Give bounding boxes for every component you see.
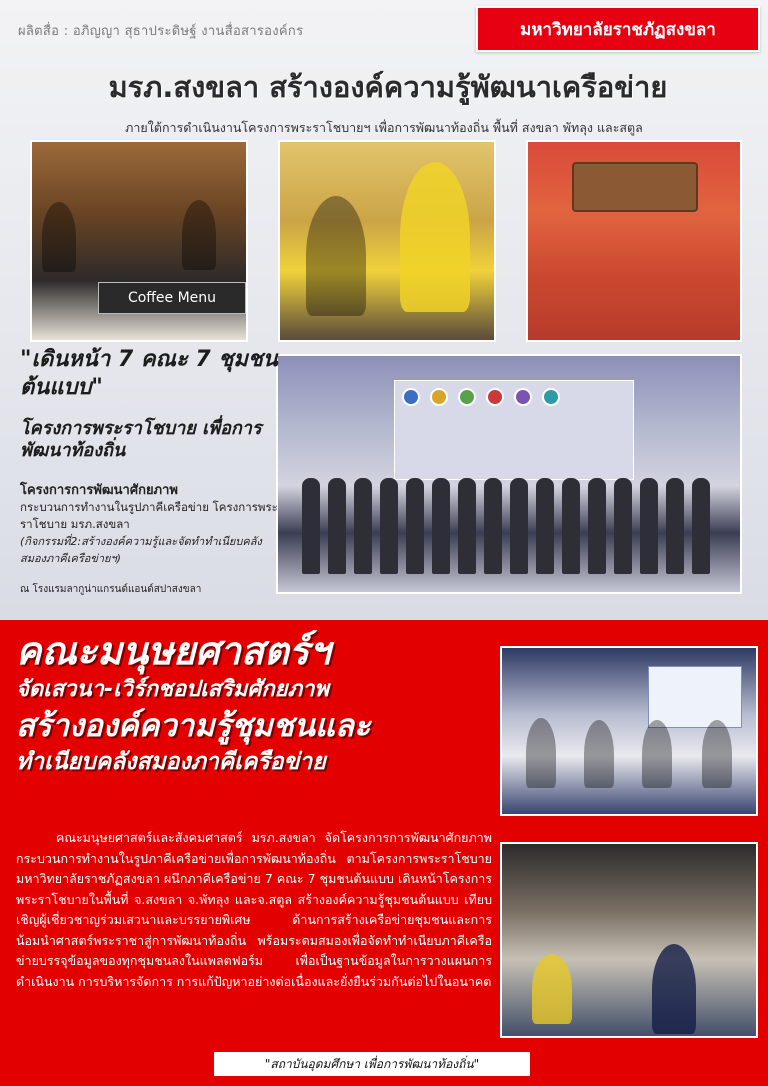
- photo-coffee-booth: [30, 140, 248, 342]
- section-title: "เดินหน้า 7 คณะ 7 ชุมชนต้นแบบ": [20, 347, 278, 400]
- person-figure: [400, 162, 470, 312]
- group-row: [302, 478, 710, 574]
- logo-icon: [486, 388, 504, 406]
- logo-icon: [430, 388, 448, 406]
- person-figure: [354, 478, 372, 574]
- person-figure: [182, 200, 216, 270]
- project-detail: กระบวนการทำงานในรูปภาคีเครือข่าย โครงการพระราโชบาย มรภ.สงขลา: [20, 500, 278, 531]
- page-title: มรภ.สงขลา สร้างองค์ความรู้พัฒนาเครือข่าย: [108, 70, 668, 104]
- feature-headline-line3: สร้างองค์ความรู้ชุมชนและ: [16, 708, 371, 744]
- person-figure: [640, 478, 658, 574]
- person-figure: [406, 478, 424, 574]
- project-info: [20, 482, 278, 567]
- presentation-screen: [648, 666, 742, 728]
- person-figure: [652, 944, 696, 1034]
- person-figure: [614, 478, 632, 574]
- person-figure: [432, 478, 450, 574]
- person-figure: [306, 196, 366, 316]
- person-figure: [536, 478, 554, 574]
- coffee-menu-sign: Coffee Menu: [98, 282, 246, 314]
- person-figure: [562, 478, 580, 574]
- person-figure: [532, 954, 572, 1024]
- person-figure: [328, 478, 346, 574]
- logo-icon: [514, 388, 532, 406]
- feature-body: คณะมนุษยศาสตร์และสังคมศาสตร์ มรภ.สงขลา จัดโครงการการพัฒนาศักยภาพกระบวนการทำงานในรูปภาคีเครือข่ายเพื่อการพัฒนาท้องถิ่น ตามโครงการพระราโชบายมหาวิทยาลัยราชภัฏสงขลา ผนึกภาคีเครือข่าย 7 คณะ 7 ชุมชนต้นแบบ เดินหน้าโครงการพระราโชบายในพื้นที่ จ.สงขลา จ.พัทลุง และจ.สตูล สร้างองค์ความรู้ชุมชนต้นแบบ เทียบเชิญผู้เชี่ยวชาญร่วมเสวนาและบรรยายพิเศษ ด้านการสร้างเครือข่ายชุมชนและการน้อมนำศาสตร์พระราชาสู่การพัฒนาท้องถิ่น พร้อมระดมสมองเพื่อจัดทำทำเนียบภาคีเครือข่ายบรรจุข้อมูลของทุกชุมชนลงในแพลตฟอร์ม เพื่อเป็นฐานข้อมูลในการวางแผนการดำเนินงาน การบริหารจัดการ การแก้ปัญหาอย่างต่อเนื่องและยั่งยืนร่วมกันต่อไปในอนาคต: [16, 830, 492, 989]
- project-name: โครงการการพัฒนาศักยภาพ: [20, 483, 178, 498]
- person-figure: [458, 478, 476, 574]
- person-figure: [666, 478, 684, 574]
- person-figure: [510, 478, 528, 574]
- photo-product-demo: [278, 140, 496, 342]
- section-subtitle: โครงการพระราโชบาย เพื่อการพัฒนาท้องถิ่น: [20, 418, 262, 461]
- venue-text: ณ โรงแรมลากูน่าแกรนด์แอนด์สปาสงขลา: [20, 584, 202, 595]
- feature-headline-line2: จัดเสวนา-เวิร์กชอปเสริมศักยภาพ: [16, 677, 329, 702]
- photo-group-stage: [276, 354, 742, 594]
- logo-icon: [402, 388, 420, 406]
- logo-row: [402, 388, 560, 406]
- feature-headline-line1: คณะมนุษยศาสตร์ฯ: [16, 629, 331, 673]
- activity-note: (กิจกรรมที่2:สร้างองค์ความรู้และจัดทำทำเนียบคลังสมองภาคีเครือข่ายฯ): [20, 535, 262, 565]
- person-figure: [642, 720, 672, 788]
- photo-wooden-stamp: [526, 140, 742, 342]
- person-figure: [584, 720, 614, 788]
- feature-headline: [16, 628, 496, 778]
- photo-workshop: [500, 842, 758, 1038]
- footer-slogan: "สถาบันอุดมศึกษา เพื่อการพัฒนาท้องถิ่น": [214, 1052, 530, 1076]
- page-subtitle: ภายใต้การดำเนินงานโครงการพระราโชบายฯ เพื่อการพัฒนาท้องถิ่น พื้นที่ สงขลา พัทลุง และสตูล: [125, 120, 643, 135]
- person-figure: [484, 478, 502, 574]
- feature-headline-line4: ทำเนียบคลังสมองภาคีเครือข่าย: [16, 749, 326, 775]
- producer-credit: ผลิตสื่อ : อภิญญา สุธาประดิษฐ์ งานสื่อสารองค์กร: [18, 24, 304, 39]
- person-figure: [526, 718, 556, 788]
- person-figure: [702, 720, 732, 788]
- wooden-stamp: [572, 162, 698, 212]
- person-figure: [692, 478, 710, 574]
- logo-icon: [542, 388, 560, 406]
- person-figure: [302, 478, 320, 574]
- person-figure: [380, 478, 398, 574]
- person-figure: [588, 478, 606, 574]
- university-badge: มหาวิทยาลัยราชภัฏสงขลา: [476, 6, 760, 52]
- photo-panel-discussion: [500, 646, 758, 816]
- logo-icon: [458, 388, 476, 406]
- person-figure: [42, 202, 76, 272]
